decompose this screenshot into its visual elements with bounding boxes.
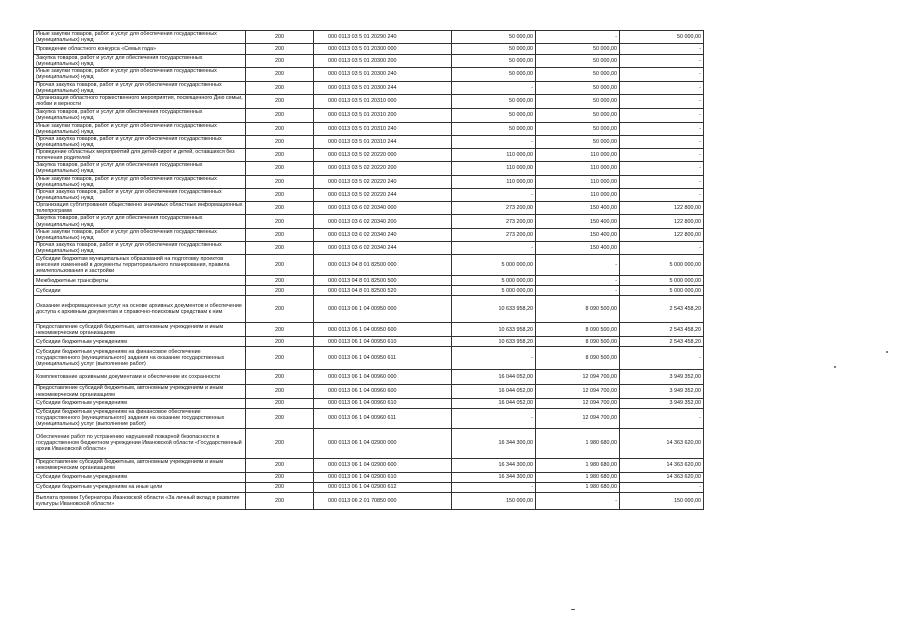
row-amount-cell: 1 980 680,00: [536, 472, 620, 482]
row-admin-code-cell: 200: [246, 242, 314, 255]
row-amount-cell: -: [620, 188, 704, 201]
row-classification-code-cell: 000 0113 06 1 04 00950 600: [314, 323, 452, 337]
row-amount-cell: 3 949 352,00: [620, 370, 704, 385]
row-amount-cell: 122 800,00: [620, 201, 704, 214]
table-row: [34, 31, 704, 44]
row-amount-cell: -: [620, 408, 704, 428]
table-row: [34, 370, 704, 385]
row-amount-cell: 16 044 052,00: [452, 370, 536, 385]
table-row: [34, 286, 704, 296]
row-classification-code-cell: 000 0113 06 1 04 00950 611: [314, 347, 452, 370]
table-row: [34, 122, 704, 135]
row-admin-code-cell: 200: [246, 201, 314, 214]
scan-speck: [571, 609, 575, 610]
table-row: [34, 215, 704, 229]
row-classification-code-cell: 000 0113 03 5 01 20310 000: [314, 94, 452, 108]
row-amount-cell: 110 000,00: [536, 149, 620, 162]
row-name-cell: Прочая закупка товаров, работ и услуг для обеспечения государственных (муниципальных) нужд: [34, 81, 246, 94]
row-admin-code-cell: 200: [246, 296, 314, 323]
row-name-cell: Прочая закупка товаров, работ и услуг для обеспечения государственных (муниципальных) нужд: [34, 188, 246, 201]
row-amount-cell: 8 090 500,00: [536, 296, 620, 323]
row-amount-cell: 110 000,00: [536, 162, 620, 175]
row-name-cell: Прочая закупка товаров, работ и услуг для обеспечения государственных (муниципальных) нужд: [34, 242, 246, 255]
budget-table-body: [34, 31, 704, 510]
row-classification-code-cell: 000 0113 06 1 04 00960 610: [314, 398, 452, 408]
row-amount-cell: 150 000,00: [620, 492, 704, 509]
row-name-cell: Предоставление субсидий бюджетным, автономным учреждениям и иным некоммерческим организациям: [34, 323, 246, 337]
row-classification-code-cell: 000 0113 03 5 01 20310 244: [314, 135, 452, 148]
row-amount-cell: -: [620, 135, 704, 148]
row-amount-cell: -: [452, 188, 536, 201]
row-classification-code-cell: 000 0113 06 1 04 02900 610: [314, 472, 452, 482]
table-row: [34, 55, 704, 68]
table-row: [34, 188, 704, 201]
row-amount-cell: 14 363 620,00: [620, 428, 704, 458]
row-name-cell: Закупка товаров, работ и услуг для обеспечения государственных (муниципальных) нужд: [34, 215, 246, 229]
row-name-cell: Иные закупки товаров, работ и услуг для обеспечения государственных (муниципальных) нужд: [34, 229, 246, 242]
row-name-cell: Организация субтитрования общественно значимых областных информационных телепрограмм: [34, 201, 246, 214]
table-row: [34, 242, 704, 255]
row-classification-code-cell: 000 0113 03 5 01 20300 240: [314, 68, 452, 81]
row-amount-cell: 50 000,00: [536, 68, 620, 81]
row-name-cell: Прочая закупка товаров, работ и услуг для обеспечения государственных (муниципальных) нужд: [34, 135, 246, 148]
row-amount-cell: 150 400,00: [536, 242, 620, 255]
row-amount-cell: -: [620, 94, 704, 108]
table-row: [34, 81, 704, 94]
row-amount-cell: 150 000,00: [452, 492, 536, 509]
row-amount-cell: 12 094 700,00: [536, 408, 620, 428]
row-amount-cell: 50 000,00: [536, 122, 620, 135]
row-amount-cell: 273 200,00: [452, 201, 536, 214]
row-amount-cell: 110 000,00: [536, 188, 620, 201]
row-amount-cell: -: [620, 162, 704, 175]
scan-speck: [886, 351, 888, 353]
table-row: [34, 482, 704, 492]
row-amount-cell: -: [536, 31, 620, 44]
row-admin-code-cell: 200: [246, 44, 314, 55]
row-admin-code-cell: 200: [246, 81, 314, 94]
row-amount-cell: 110 000,00: [452, 175, 536, 188]
row-amount-cell: 16 044 052,00: [452, 398, 536, 408]
row-admin-code-cell: 200: [246, 108, 314, 122]
row-admin-code-cell: 200: [246, 122, 314, 135]
row-name-cell: Предоставление субсидий бюджетным, автономным учреждениям и иным некоммерческим организациям: [34, 458, 246, 472]
row-name-cell: Субсидии бюджетным учреждениям на финансовое обеспечение государственного (муниципального) задания на оказание государственных (муниципальных) услуг (выполнение работ): [34, 408, 246, 428]
table-row: [34, 162, 704, 175]
row-amount-cell: 2 543 458,20: [620, 296, 704, 323]
row-amount-cell: -: [452, 482, 536, 492]
row-classification-code-cell: 000 0113 03 5 01 20300 244: [314, 81, 452, 94]
row-amount-cell: 5 000 000,00: [452, 276, 536, 286]
row-classification-code-cell: 000 0113 03 5 01 20290 240: [314, 31, 452, 44]
table-row: [34, 408, 704, 428]
row-classification-code-cell: 000 0113 03 5 01 20310 240: [314, 122, 452, 135]
row-classification-code-cell: 000 0113 03 6 02 20340 240: [314, 229, 452, 242]
row-amount-cell: 5 000 000,00: [452, 255, 536, 276]
row-amount-cell: 110 000,00: [452, 149, 536, 162]
table-row: [34, 44, 704, 55]
row-classification-code-cell: 000 0113 04 8 01 82500 500: [314, 276, 452, 286]
budget-table: [33, 30, 704, 510]
row-name-cell: Оказание информационных услуг на основе архивных документов и обеспечение доступа к архивным документам и справочно-поисковым средствам к ним: [34, 296, 246, 323]
row-amount-cell: 50 000,00: [536, 108, 620, 122]
row-amount-cell: 8 090 500,00: [536, 337, 620, 347]
row-admin-code-cell: 200: [246, 94, 314, 108]
row-amount-cell: 3 949 352,00: [620, 385, 704, 398]
row-admin-code-cell: 200: [246, 482, 314, 492]
row-amount-cell: 110 000,00: [452, 162, 536, 175]
row-admin-code-cell: 200: [246, 188, 314, 201]
row-amount-cell: 1 980 680,00: [536, 482, 620, 492]
row-amount-cell: 5 000 000,00: [620, 276, 704, 286]
row-amount-cell: 3 949 352,00: [620, 398, 704, 408]
row-amount-cell: 8 090 500,00: [536, 323, 620, 337]
row-name-cell: Иные закупки товаров, работ и услуг для обеспечения государственных (муниципальных) нужд: [34, 175, 246, 188]
row-admin-code-cell: 200: [246, 276, 314, 286]
row-admin-code-cell: 200: [246, 135, 314, 148]
row-name-cell: Комплектование архивными документами и обеспечение их сохранности: [34, 370, 246, 385]
table-row: [34, 229, 704, 242]
row-admin-code-cell: 200: [246, 472, 314, 482]
row-amount-cell: -: [620, 347, 704, 370]
row-name-cell: Закупка товаров, работ и услуг для обеспечения государственных (муниципальных) нужд: [34, 108, 246, 122]
row-classification-code-cell: 000 0113 03 5 01 20310 200: [314, 108, 452, 122]
row-name-cell: Обеспечение работ по устранению нарушений пожарной безопасности в государственном бюджетном учреждении Ивановской области «Государственный архив Ивановской области»: [34, 428, 246, 458]
table-row: [34, 149, 704, 162]
table-row: [34, 492, 704, 509]
row-amount-cell: -: [452, 347, 536, 370]
row-amount-cell: 50 000,00: [452, 108, 536, 122]
row-classification-code-cell: 000 0113 03 6 02 20340 000: [314, 201, 452, 214]
row-amount-cell: -: [620, 242, 704, 255]
row-classification-code-cell: 000 0113 03 5 02 20220 200: [314, 162, 452, 175]
row-name-cell: Иные закупки товаров, работ и услуг для обеспечения государственных (муниципальных) нужд: [34, 68, 246, 81]
table-row: [34, 255, 704, 276]
row-amount-cell: 5 000 000,00: [620, 255, 704, 276]
row-amount-cell: 50 000,00: [536, 55, 620, 68]
row-classification-code-cell: 000 0113 04 8 01 82500 000: [314, 255, 452, 276]
table-row: [34, 398, 704, 408]
row-amount-cell: 50 000,00: [452, 55, 536, 68]
row-classification-code-cell: 000 0113 03 5 01 20300 000: [314, 44, 452, 55]
table-row: [34, 94, 704, 108]
table-row: [34, 428, 704, 458]
row-amount-cell: 5 000 000,00: [452, 286, 536, 296]
row-name-cell: Субсидии бюджетам муниципальных образований на подготовку проектов внесения изменений в документы территориального планирования, правила землепользования и застройки: [34, 255, 246, 276]
table-row: [34, 458, 704, 472]
row-classification-code-cell: 000 0113 06 1 04 00960 600: [314, 385, 452, 398]
row-amount-cell: 122 800,00: [620, 215, 704, 229]
row-amount-cell: 14 363 620,00: [620, 458, 704, 472]
row-admin-code-cell: 200: [246, 286, 314, 296]
row-amount-cell: -: [620, 44, 704, 55]
row-classification-code-cell: 000 0113 06 2 01 70850 000: [314, 492, 452, 509]
row-amount-cell: 50 000,00: [452, 68, 536, 81]
row-amount-cell: 50 000,00: [536, 44, 620, 55]
row-name-cell: Субсидии бюджетным учреждениям: [34, 472, 246, 482]
row-name-cell: Субсидии бюджетным учреждениям: [34, 398, 246, 408]
row-name-cell: Иные закупки товаров, работ и услуг для обеспечения государственных (муниципальных) нужд: [34, 122, 246, 135]
row-classification-code-cell: 000 0113 03 5 02 20220 244: [314, 188, 452, 201]
row-amount-cell: 50 000,00: [452, 122, 536, 135]
row-classification-code-cell: 000 0113 03 5 02 20220 000: [314, 149, 452, 162]
row-name-cell: Организация областного торжественного мероприятия, посвященного Дню семьи, любви и верности: [34, 94, 246, 108]
row-amount-cell: 12 094 700,00: [536, 398, 620, 408]
table-row: [34, 472, 704, 482]
row-amount-cell: -: [452, 408, 536, 428]
row-amount-cell: 273 200,00: [452, 215, 536, 229]
row-amount-cell: 10 633 958,20: [452, 337, 536, 347]
row-amount-cell: -: [620, 108, 704, 122]
row-amount-cell: 8 090 500,00: [536, 347, 620, 370]
row-classification-code-cell: 000 0113 03 6 02 20340 244: [314, 242, 452, 255]
table-row: [34, 175, 704, 188]
row-amount-cell: 12 094 700,00: [536, 385, 620, 398]
row-amount-cell: -: [620, 68, 704, 81]
row-admin-code-cell: 200: [246, 408, 314, 428]
row-amount-cell: 273 200,00: [452, 229, 536, 242]
row-amount-cell: 10 633 958,20: [452, 296, 536, 323]
row-classification-code-cell: 000 0113 03 6 02 20340 200: [314, 215, 452, 229]
row-amount-cell: 2 543 458,20: [620, 337, 704, 347]
row-admin-code-cell: 200: [246, 31, 314, 44]
row-amount-cell: 16 044 052,00: [452, 385, 536, 398]
row-classification-code-cell: 000 0113 06 1 04 00960 611: [314, 408, 452, 428]
row-amount-cell: -: [536, 286, 620, 296]
row-admin-code-cell: 200: [246, 55, 314, 68]
row-classification-code-cell: 000 0113 04 8 01 82500 520: [314, 286, 452, 296]
row-admin-code-cell: 200: [246, 370, 314, 385]
row-amount-cell: 1 980 680,00: [536, 458, 620, 472]
row-classification-code-cell: 000 0113 03 5 02 20220 240: [314, 175, 452, 188]
row-name-cell: Закупка товаров, работ и услуг для обеспечения государственных (муниципальных) нужд: [34, 55, 246, 68]
table-row: [34, 276, 704, 286]
row-amount-cell: 50 000,00: [536, 81, 620, 94]
row-name-cell: Проведение областного конкурса «Семья года»: [34, 44, 246, 55]
row-name-cell: Субсидии: [34, 286, 246, 296]
table-row: [34, 337, 704, 347]
row-amount-cell: -: [452, 81, 536, 94]
row-amount-cell: -: [620, 482, 704, 492]
row-amount-cell: -: [452, 242, 536, 255]
row-amount-cell: 50 000,00: [536, 94, 620, 108]
row-name-cell: Проведение областных мероприятий для детей-сирот и детей, оставшихся без попечения родителей: [34, 149, 246, 162]
row-amount-cell: -: [620, 55, 704, 68]
row-classification-code-cell: 000 0113 06 1 04 02900 600: [314, 458, 452, 472]
row-classification-code-cell: 000 0113 06 1 04 00950 610: [314, 337, 452, 347]
row-name-cell: Выплата премии Губернатора Ивановской области «За личный вклад в развитие культуры Ивановской области»: [34, 492, 246, 509]
row-amount-cell: -: [620, 122, 704, 135]
row-amount-cell: 1 980 680,00: [536, 428, 620, 458]
row-amount-cell: 50 000,00: [452, 94, 536, 108]
row-amount-cell: 50 000,00: [536, 135, 620, 148]
scan-speck: [834, 366, 836, 368]
row-name-cell: Иные закупки товаров, работ и услуг для обеспечения государственных (муниципальных) нужд: [34, 31, 246, 44]
row-amount-cell: 16 344 300,00: [452, 458, 536, 472]
row-name-cell: Субсидии бюджетным учреждениям на финансовое обеспечение государственного (муниципального) задания на оказание государственных (муниципальных) услуг (выполнение работ): [34, 347, 246, 370]
row-classification-code-cell: 000 0113 06 1 04 02900 612: [314, 482, 452, 492]
table-row: [34, 323, 704, 337]
row-admin-code-cell: 200: [246, 347, 314, 370]
row-amount-cell: 150 400,00: [536, 201, 620, 214]
row-amount-cell: 5 000 000,00: [620, 286, 704, 296]
row-amount-cell: 2 543 458,20: [620, 323, 704, 337]
table-row: [34, 108, 704, 122]
row-admin-code-cell: 200: [246, 175, 314, 188]
row-admin-code-cell: 200: [246, 492, 314, 509]
row-classification-code-cell: 000 0113 06 1 04 02900 000: [314, 428, 452, 458]
row-admin-code-cell: 200: [246, 323, 314, 337]
row-amount-cell: 110 000,00: [536, 175, 620, 188]
row-name-cell: Субсидии бюджетным учреждениям на иные цели: [34, 482, 246, 492]
row-amount-cell: 50 000,00: [452, 44, 536, 55]
row-admin-code-cell: 200: [246, 337, 314, 347]
row-amount-cell: 122 800,00: [620, 229, 704, 242]
row-admin-code-cell: 200: [246, 149, 314, 162]
row-classification-code-cell: 000 0113 06 1 04 00950 000: [314, 296, 452, 323]
row-amount-cell: 16 344 300,00: [452, 428, 536, 458]
row-admin-code-cell: 200: [246, 385, 314, 398]
row-amount-cell: 150 400,00: [536, 215, 620, 229]
row-admin-code-cell: 200: [246, 162, 314, 175]
row-classification-code-cell: 000 0113 06 1 04 00960 000: [314, 370, 452, 385]
row-admin-code-cell: 200: [246, 255, 314, 276]
row-amount-cell: -: [536, 276, 620, 286]
row-admin-code-cell: 200: [246, 398, 314, 408]
row-admin-code-cell: 200: [246, 458, 314, 472]
row-amount-cell: -: [620, 175, 704, 188]
row-amount-cell: -: [536, 255, 620, 276]
row-amount-cell: 50 000,00: [620, 31, 704, 44]
row-amount-cell: -: [452, 135, 536, 148]
row-name-cell: Предоставление субсидий бюджетным, автономным учреждениям и иным некоммерческим организациям: [34, 385, 246, 398]
table-row: [34, 347, 704, 370]
row-classification-code-cell: 000 0113 03 5 01 20300 200: [314, 55, 452, 68]
row-amount-cell: 12 094 700,00: [536, 370, 620, 385]
row-amount-cell: 10 633 958,20: [452, 323, 536, 337]
row-admin-code-cell: 200: [246, 215, 314, 229]
row-admin-code-cell: 200: [246, 68, 314, 81]
table-row: [34, 68, 704, 81]
row-amount-cell: -: [536, 492, 620, 509]
row-name-cell: Межбюджетные трансферты: [34, 276, 246, 286]
row-admin-code-cell: 200: [246, 229, 314, 242]
table-row: [34, 296, 704, 323]
row-amount-cell: 150 400,00: [536, 229, 620, 242]
row-amount-cell: 14 363 620,00: [620, 472, 704, 482]
row-amount-cell: 50 000,00: [452, 31, 536, 44]
row-name-cell: Субсидии бюджетным учреждениям: [34, 337, 246, 347]
row-name-cell: Закупка товаров, работ и услуг для обеспечения государственных (муниципальных) нужд: [34, 162, 246, 175]
row-amount-cell: -: [620, 149, 704, 162]
row-admin-code-cell: 200: [246, 428, 314, 458]
table-row: [34, 135, 704, 148]
table-row: [34, 201, 704, 214]
table-row: [34, 385, 704, 398]
row-amount-cell: -: [620, 81, 704, 94]
row-amount-cell: 16 344 300,00: [452, 472, 536, 482]
